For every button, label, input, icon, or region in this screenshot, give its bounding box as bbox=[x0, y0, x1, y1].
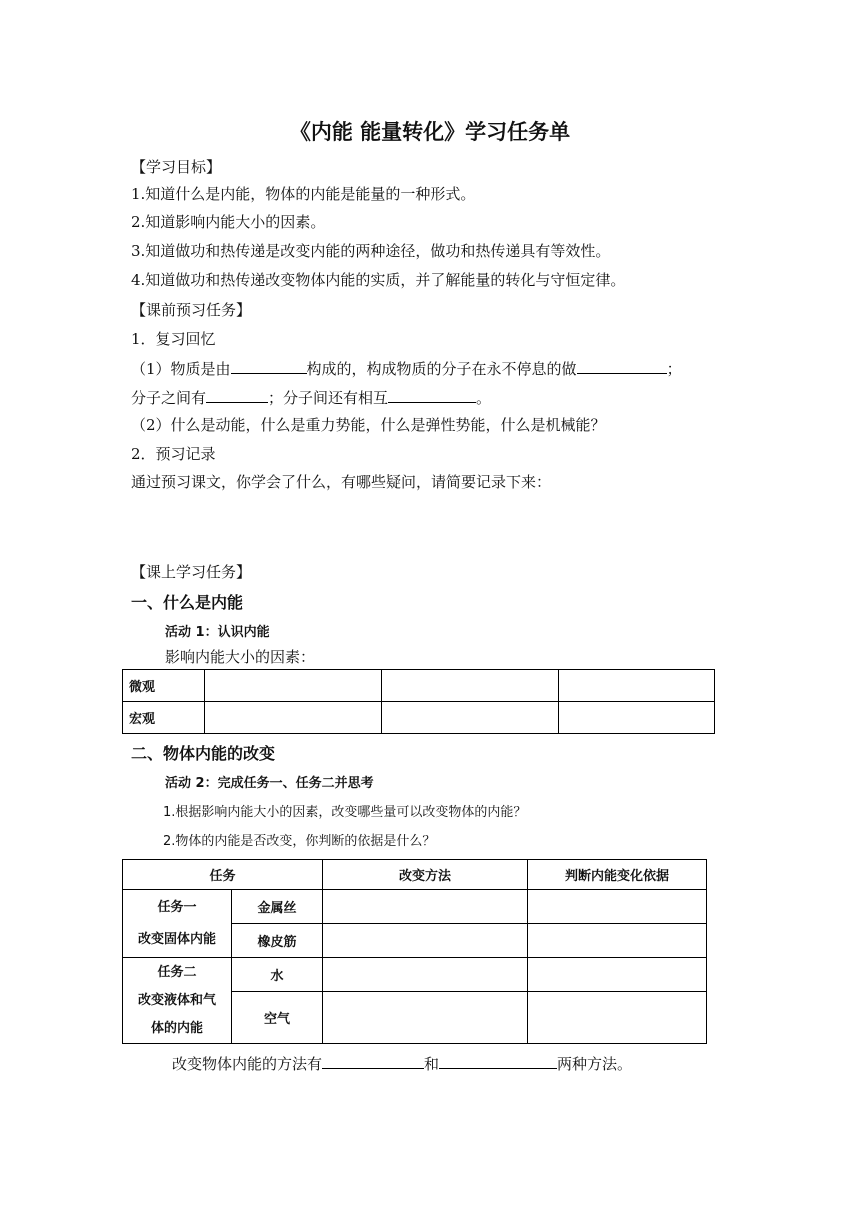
q1-line2-text-a: 分子之间有 bbox=[131, 389, 207, 407]
blank-method-1[interactable] bbox=[322, 1052, 424, 1069]
task-2-line-3: 体的内能 bbox=[150, 1020, 203, 1036]
table-cell[interactable] bbox=[205, 670, 382, 702]
q1-line2-end: 。 bbox=[476, 389, 492, 407]
header-task: 任务 bbox=[123, 860, 323, 890]
conclusion-line bbox=[172, 1052, 632, 1074]
table-cell[interactable] bbox=[528, 890, 707, 924]
conclusion-text-a: 改变物体内能的方法有 bbox=[172, 1055, 323, 1073]
table-cell[interactable] bbox=[382, 702, 559, 734]
activity-1-title: 活动 1：认识内能 bbox=[165, 625, 270, 640]
item-rubber-band: 橡皮筋 bbox=[232, 924, 323, 958]
table-cell[interactable] bbox=[323, 924, 528, 958]
section-2-title: 二、物体内能的改变 bbox=[131, 744, 276, 763]
header-basis: 判断内能变化依据 bbox=[528, 860, 707, 890]
table-cell[interactable] bbox=[323, 958, 528, 992]
table-row bbox=[123, 958, 707, 992]
record-text: 通过预习课文，你学会了什么，有哪些疑问，请简要记录下来： bbox=[131, 473, 552, 491]
goal-item-3: 3.知道做功和热传递是改变内能的两种途径，做功和热传递具有等效性。 bbox=[131, 242, 611, 260]
item-metal-wire: 金属丝 bbox=[232, 890, 323, 924]
table-header-row bbox=[123, 860, 707, 890]
table-row bbox=[123, 890, 707, 924]
blank-constituent[interactable] bbox=[231, 357, 307, 374]
review-question-2: （2）什么是动能，什么是重力势能，什么是弹性势能，什么是机械能？ bbox=[131, 416, 606, 434]
factors-label: 影响内能大小的因素： bbox=[165, 648, 316, 666]
q1-line2-text-b: ；分子间还有相互 bbox=[268, 389, 389, 407]
blank-force[interactable] bbox=[388, 386, 476, 403]
table-cell[interactable] bbox=[382, 670, 559, 702]
table-cell[interactable] bbox=[528, 992, 707, 1044]
question-1: 1.根据影响内能大小的因素，改变哪些量可以改变物体的内能？ bbox=[163, 805, 527, 820]
goal-item-2: 2.知道影响内能大小的因素。 bbox=[131, 213, 326, 231]
header-method: 改变方法 bbox=[323, 860, 528, 890]
conclusion-text-c: 两种方法。 bbox=[557, 1055, 633, 1073]
class-heading: 【课上学习任务】 bbox=[131, 563, 252, 581]
task-1-label bbox=[123, 890, 232, 958]
q1-text-a: （1）物质是由 bbox=[131, 360, 231, 378]
table-cell[interactable] bbox=[323, 890, 528, 924]
q1-text-b: 构成的，构成物质的分子在永不停息的做 bbox=[306, 360, 577, 378]
factors-table bbox=[122, 669, 715, 734]
review-question-1-line-1 bbox=[131, 357, 682, 379]
tasks-table bbox=[122, 859, 707, 1044]
table-cell[interactable] bbox=[559, 670, 715, 702]
blank-method-2[interactable] bbox=[439, 1052, 557, 1069]
question-2: 2.物体的内能是否改变，你判断的依据是什么？ bbox=[163, 834, 436, 849]
activity-2-title: 活动 2：完成任务一、任务二并思考 bbox=[165, 776, 374, 791]
table-row bbox=[123, 670, 715, 702]
task-2-label bbox=[123, 958, 232, 1044]
task-2-line-1: 任务二 bbox=[157, 964, 197, 980]
table-cell[interactable] bbox=[528, 924, 707, 958]
task-1-line-2: 改变固体内能 bbox=[137, 931, 216, 947]
conclusion-text-b: 和 bbox=[424, 1055, 440, 1073]
goal-item-4: 4.知道做功和热传递改变物体内能的实质，并了解能量的转化与守恒定律。 bbox=[131, 271, 626, 289]
section-1-title: 一、什么是内能 bbox=[131, 593, 244, 612]
q1-text-end: ； bbox=[666, 360, 682, 378]
table-cell[interactable] bbox=[205, 702, 382, 734]
table-cell[interactable] bbox=[323, 992, 528, 1044]
preview-heading: 【课前预习任务】 bbox=[131, 301, 252, 319]
goals-heading: 【学习目标】 bbox=[131, 158, 222, 176]
review-question-1-line-2 bbox=[131, 386, 491, 408]
table-cell[interactable] bbox=[528, 958, 707, 992]
task-1-line-1: 任务一 bbox=[157, 899, 197, 915]
page-title: 《内能 能量转化》学习任务单 bbox=[289, 120, 571, 144]
table-row bbox=[123, 702, 715, 734]
table-cell[interactable] bbox=[559, 702, 715, 734]
item-air: 空气 bbox=[232, 992, 323, 1044]
task-2-line-2: 改变液体和气 bbox=[137, 992, 216, 1008]
row-label-macro: 宏观 bbox=[123, 702, 205, 734]
record-title: 2．预习记录 bbox=[131, 445, 216, 463]
goal-item-1: 1.知道什么是内能，物体的内能是能量的一种形式。 bbox=[131, 185, 476, 203]
row-label-micro: 微观 bbox=[123, 670, 205, 702]
blank-gap[interactable] bbox=[206, 386, 268, 403]
item-water: 水 bbox=[232, 958, 323, 992]
review-title: 1．复习回忆 bbox=[131, 330, 216, 348]
blank-motion[interactable] bbox=[577, 357, 667, 374]
